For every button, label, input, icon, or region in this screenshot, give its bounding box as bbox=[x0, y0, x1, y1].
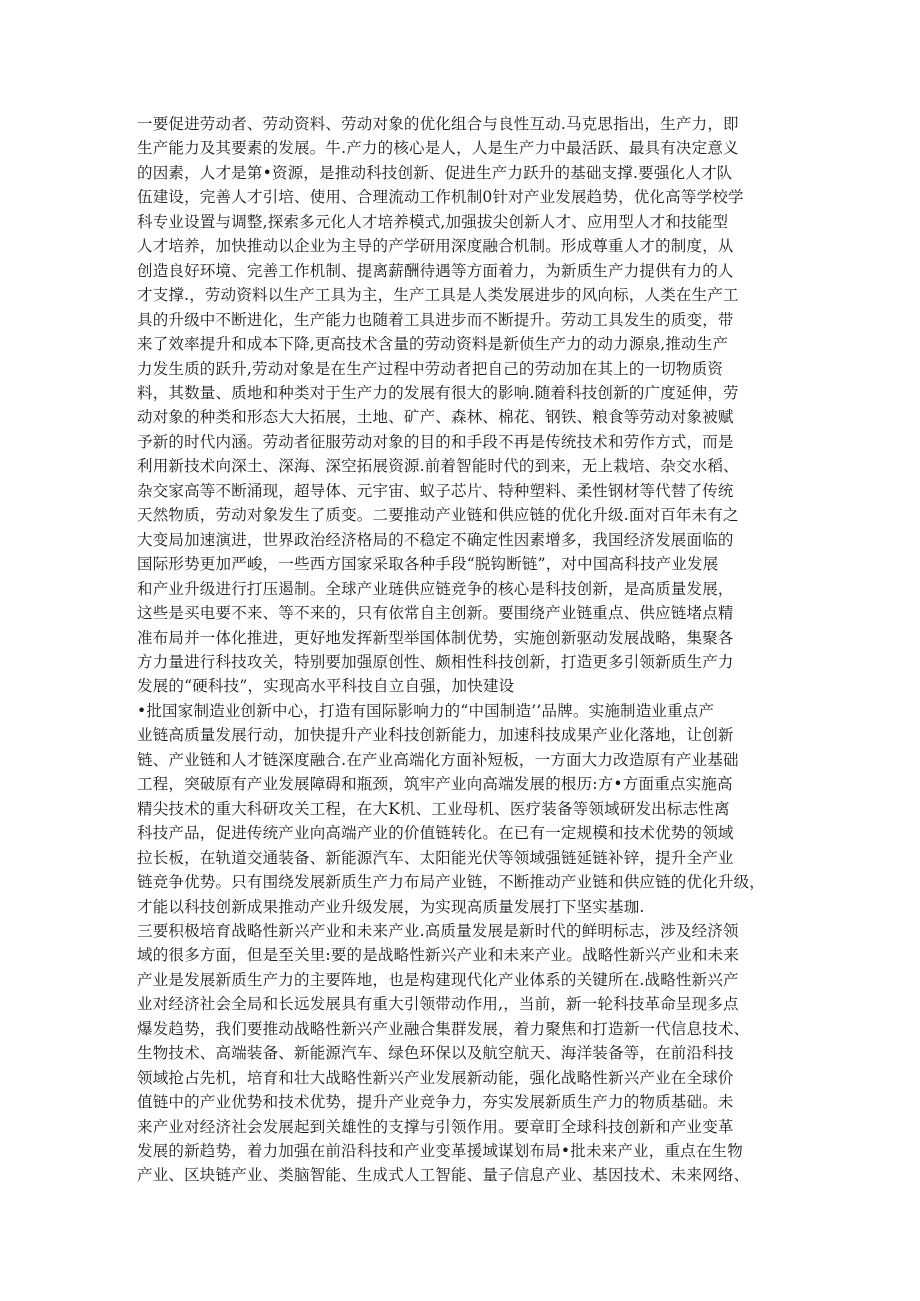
text-line: 人才培养，加快推动以企业为主导的产学研用深度融合机制。形成尊重人才的制度，从 bbox=[137, 237, 734, 256]
text-line: •批国家制造业创新中心，打造有国际影响力的“中国制造’’品牌。实施制造业重点产 bbox=[137, 701, 715, 720]
text-line: 创造良好环境、完善工作机制、提离薪酬待遇等方面着力，为新质生产力提供有力的人 bbox=[137, 261, 734, 280]
text-line: 的因素，人才是第•资源，是推动科技创新、促进生产力跃升的基础支撑.要强化人才队 bbox=[137, 163, 733, 182]
text-line: 业链高质量发展行动，加快提升产业科技创新能力，加速科技成果产业化落地，让创新 bbox=[137, 726, 734, 745]
text-line: 产业是发展新质生产力的主要阵地，也是构建现代化产业体系的关键所在.战略性新兴产 bbox=[137, 970, 739, 989]
text-line: 予新的时代内涵。劳动者征服劳动对象的目的和手段不再是传统技术和劳作方式，而是 bbox=[137, 432, 734, 451]
text-line: 生物技术、高端装备、新能源汽车、绿色环保以及航空航天、海洋装备等，在前沿科技 bbox=[137, 1044, 734, 1063]
text-line: 才能以科技创新成果推动产业升级发展，为实现高质量发展打下坚实基珈. bbox=[137, 897, 645, 916]
text-line: 链竞争优势。只有围绕发展新质生产力布局产业链，不断推动产业链和供应链的优化升级， bbox=[137, 873, 766, 892]
text-line: 天然物质，劳动对象发生了质变。二要推动产业链和供应链的优化升级.面对百年未有之 bbox=[137, 506, 739, 525]
text-line: 料，其数量、质地和种类对于生产力的发展有很大的影响.随着科技创新的广度延伸，劳 bbox=[137, 383, 739, 402]
text-line: 伍建设，完善人才引培、使用、合理流动工作机制0针对产业发展趋势，优化高等学校学 bbox=[137, 188, 744, 207]
text-line: 产业、区块链产业、类脑智能、生成式人工智能、量子信息产业、基因技术、未来网络、 bbox=[137, 1166, 750, 1185]
text-line: 精尖技术的重大科研攻关工程，在大K机、工业母机、医疗装备等领域研发出标志性离 bbox=[137, 799, 730, 818]
text-line: 三要积极培育战略性新兴产业和未来产业.高质量发展是新时代的鲜明标志，涉及经济领 bbox=[137, 921, 739, 940]
text-line: 拉长板，在轨道交通装备、新能源汽车、太阳能光伏等领域强链延链补锌，提升全产业 bbox=[137, 848, 734, 867]
text-line: 发展的“硬科技”，实现高水平科技自立自强，加快建设 bbox=[137, 677, 515, 696]
text-line: 链、产业链和人才链深度融合.在产业高端化方面补短板，一方面大力改造原有产业基础 bbox=[137, 750, 739, 769]
text-line: 来产业对经济社会发展起到关雄性的支撑与引领作用。要章盯全球科技创新和产业变革 bbox=[137, 1117, 734, 1136]
text-line: 值链中的产业优势和技术优势，提升产业竞争力，夯实发展新质生产力的物质基础。未 bbox=[137, 1093, 734, 1112]
text-line: 领域抢占先机，培育和壮大战略性新兴产业发展新动能，强化战略性新兴产业在全球价 bbox=[137, 1068, 734, 1087]
text-line: 工程，突破原有产业发展障碍和瓶颈，筑牢产业向高端发展的根历:方•方面重点实施高 bbox=[137, 775, 733, 794]
text-line: 国际形势更加严峻，一些西方国家采取各种手段“脱钩断链”，对中国高科技产业发展 bbox=[137, 555, 719, 574]
text-line: 域的很多方面，但是至关里:要的是战略性新兴产业和未来产业。战略性新兴产业和未来 bbox=[137, 946, 740, 965]
body-text bbox=[137, 112, 797, 1188]
text-line: 利用新技术向深土、深海、深空拓展资源.前着智能时代的到来，无上栽培、杂交水稻、 bbox=[137, 457, 739, 476]
text-line: 大变局加速演进，世界政治经济格局的不稳定不确定性因素增多，我国经济发展面临的 bbox=[137, 530, 734, 549]
text-line: 发展的新趋势，着力加强在前沿科技和产业变革援域谋划布局•批未来产业，重点在生物 bbox=[137, 1142, 743, 1161]
text-line: 来了效率提升和成本下降,更高技术含量的劳动资料是新侦生产力的动力源泉,推动生产 bbox=[137, 335, 729, 354]
text-line: 和产业升级进行打压遏制。全球产业琏供应链竞争的核心是科技创新，是高质量发展， bbox=[137, 579, 734, 598]
text-line: 生产能力及其要素的发展。牛.产力的核心是人，人是生产力中最活跃、最具有决定意义 bbox=[137, 139, 739, 158]
text-line: 这些是买电要不来、等不来的，只有依常自主创新。要围绕产业链重点、供应链堵点精 bbox=[137, 604, 734, 623]
text-line: 杂交家高等不断涌现，超导体、元宇宙、蚁子芯片、特种塑料、柔性钢材等代替了传统 bbox=[137, 481, 734, 500]
text-line: 才支撑.，劳动资料以生产工具为主，生产工具是人类发展进步的风向标，人类在生产工 bbox=[137, 286, 739, 305]
text-line: 爆发趋势，我们要推动战略性新兴产业融合集群发展，着力聚焦和打造新一代信息技术、 bbox=[137, 1019, 750, 1038]
text-line: 具的升级中不断进化，生产能力也随着工具进步而不断提升。劳动工具发生的质变，带 bbox=[137, 310, 734, 329]
text-line: 准布局并一体化推进，更好地发挥新型举国体制优势，实施创新驱动发展战略，集聚各 bbox=[137, 628, 734, 647]
text-line: 方力量进行科技攻关，特别要加强原创性、颇相性科技创新，打造更多引领新质生产力 bbox=[137, 652, 734, 671]
text-line: 力发生质的跃升,劳动对象是在生产过程中劳动者把自己的劳动加在其上的一切物质资 bbox=[137, 359, 724, 378]
text-line: 一要促进劳动者、劳动资料、劳动对象的优化组合与良性互动.马克思指出，生产力，即 bbox=[137, 115, 739, 133]
text-line: 科技产品，促进传统产业向高端产业的价值链转化。在已有一定规模和技术优势的领域 bbox=[137, 824, 734, 843]
text-line: 科专业设置与调整,探索多元化人才培养模式,加强拔尖创新人才、应用型人才和技能型 bbox=[137, 212, 729, 231]
text-line: 动对象的种类和形态大大拓展，土地、矿产、森林、棉花、钢铁、粮食等劳动对象被赋 bbox=[137, 408, 734, 427]
text-line: 业对经济社会全局和长远发展具有重大引领带动作用,，当前，新一轮科技革命呈现多点 bbox=[137, 995, 739, 1014]
